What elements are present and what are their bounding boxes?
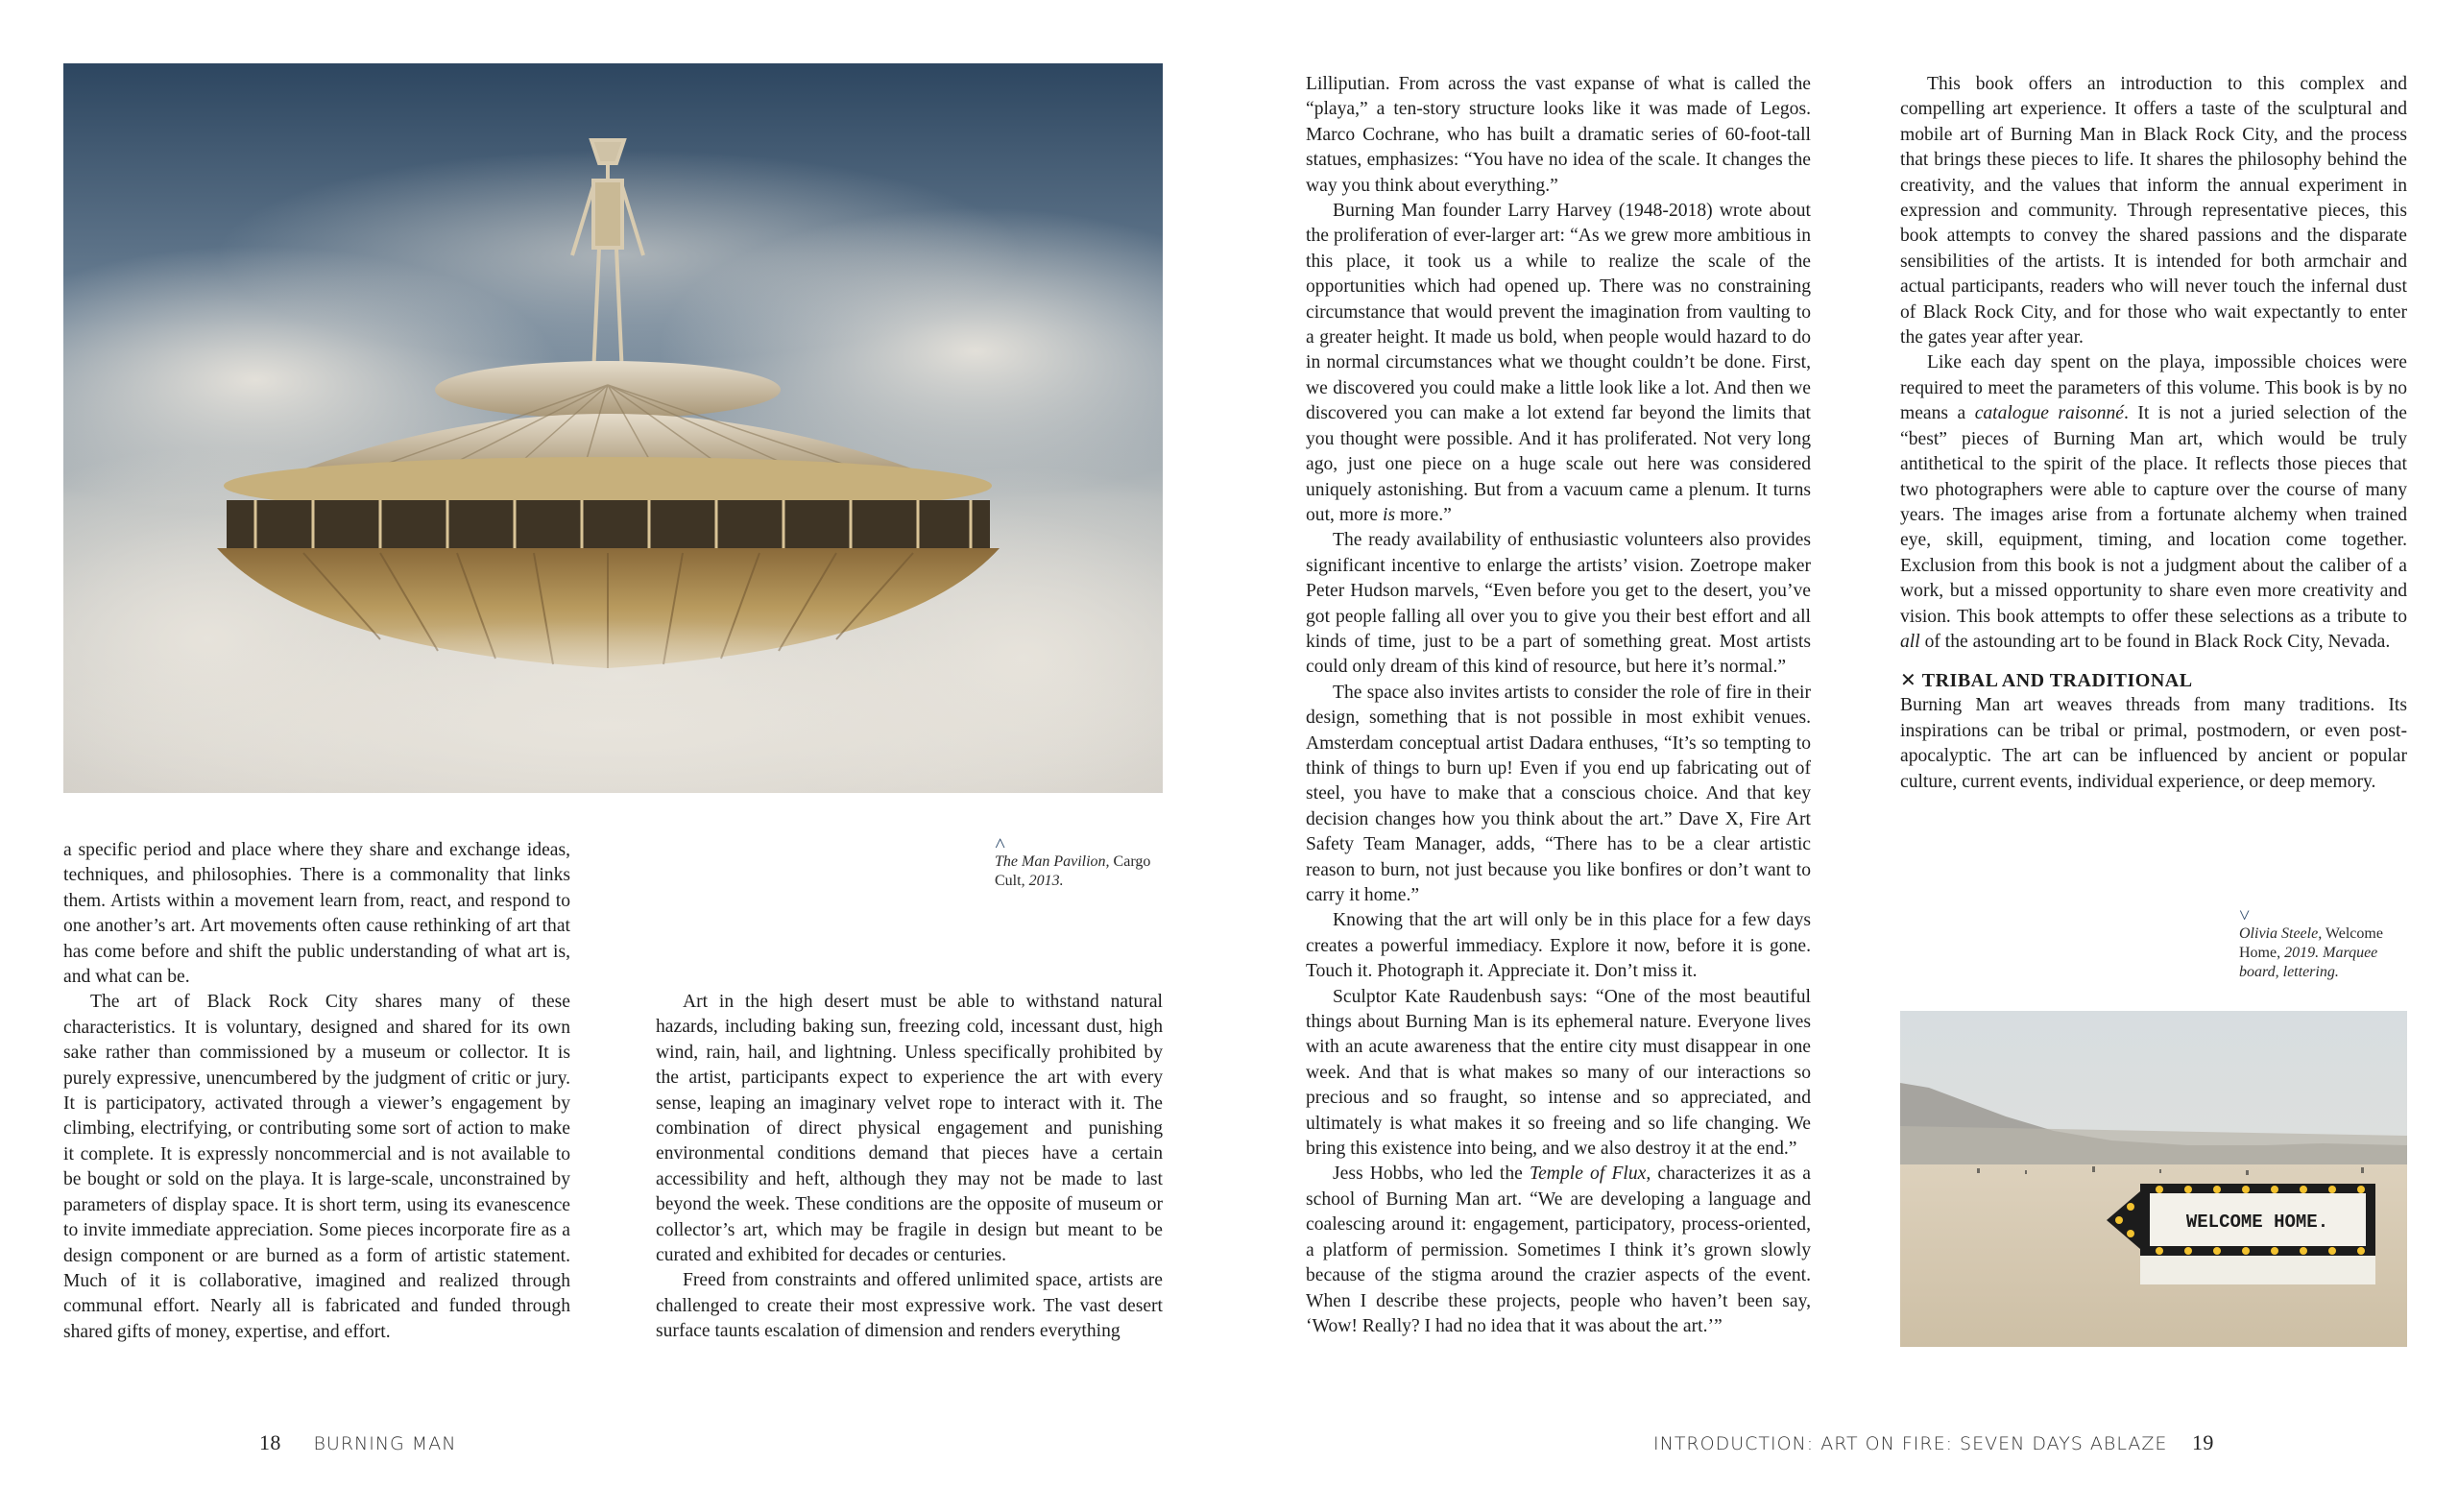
emphasis: catalogue raisonné <box>1974 403 2124 424</box>
caption-medium: Marquee board, lettering. <box>2239 945 2378 980</box>
paragraph: Freed from constraints and offered unlimited space, artists are challenged to create their most expressive work. The vast desert surface taunts escalation of dimension and renders everything <box>656 1270 1163 1342</box>
paragraph: The space also invites artists to consider the role of fire in their design, something that is not possible in most exhibit venues. Amsterdam conceptual artist Dadara enthuses, “It’s so tempting to think of things to burn up! Even if you end up fabricating out of steel, you have to make that a conscious choice. And that key decision changes how you think about the art.” Dave X, Fire Art Safety Team Manager, adds, “There has to be a clear artistic reason to burn, not just because you like bonfires or don’t want to carry it home.” <box>1306 682 1811 905</box>
page-number: 18 <box>259 1430 281 1454</box>
paragraph: This book offers an introduction to this complex and compelling art experience. It offers a taste of the sculptural and mobile art of Burning Man in Black Rock City, and the process that brings these pieces to life. It shares the philosophy behind the creativity, and the values that inform the annual experiment in expression and community. Through representative pieces, this book attempts to convey the shared passions and the disparate sensibilities of the artists. It is intended for both armchair and actual participants, readers who will never touch the infernal dust of Black Rock City, and for those who wait expectantly to enter the gates year after year. <box>1900 74 2407 348</box>
paragraph <box>1306 199 1811 528</box>
paragraph: Lilliputian. From across the vast expanse of what is called the “playa,” a ten-story structure looks like it was made of Legos. Marco Cochrane, who has built a dramatic series of 60-foot-tall statues, emphasizes: “You have no idea of the scale. It changes the way you think about everything.” <box>1306 74 1811 196</box>
paragraph <box>1900 350 2407 655</box>
caption-chevron-up-icon: ˄ <box>995 833 1006 854</box>
photo-caption <box>995 835 1168 891</box>
caption-artist: Olivia Steele, <box>2239 925 2323 942</box>
paragraph: The art of Black Rock City shares many of these characteristics. It is voluntary, designed and shared for its own sake rather than commissioned by a museum or collector. It is purely expressive, unencumbered by the judgment of critic or jury. It is participatory, activated through a viewer’s engagement by climbing, electrifying, or contributing some sort of action to make it complete. It is expressly noncommercial and is not available to be bought or sold on the playa. It is large-scale, unconstrained by parameters of display space. It is short term, using its evanescence to invite immediate appreciation. Some pieces incorporate fire as a design component or are burned as a form of artistic statement. Much of it is collaborative, imagined and realized through communal effort. Nearly all is fabricated and funded through shared gifts of money, expertise, and effort. <box>63 992 570 1342</box>
page-number: 19 <box>2192 1430 2214 1454</box>
caption-work-title: The Man Pavilion, <box>995 853 1110 870</box>
man-pavilion-photo <box>63 63 1163 793</box>
caption-chevron-down-icon: ˅ <box>2239 905 2251 926</box>
paragraph: Sculptor Kate Raudenbush says: “One of the most beautiful things about Burning Man is its ephemeral nature. Everyone lives with an acute awareness that the entire city must disappear in one week. And that is what makes so many of our interactions so precious and so fraught, so intense and so appreciated, and ultimately is what makes it so freeing and so life changing. We bring this existence into being, and we also destroy it at the end.” <box>1306 986 1811 1160</box>
paragraph-text: Like each day spent on the playa, impossible choices were required to meet the parameters of this volume. This book is by no means a <box>1900 352 2407 424</box>
caption-year: 2019. <box>2284 945 2320 961</box>
running-title: BURNING MAN <box>313 1433 457 1454</box>
marquee-sign <box>2107 1184 2375 1284</box>
welcome-home-photo <box>1900 1011 2407 1347</box>
man-pavilion-illustration <box>63 63 1163 793</box>
right-column-1 <box>1306 72 1811 1339</box>
left-footer <box>259 1430 456 1455</box>
paragraph-text: Jess Hobbs, who led the <box>1333 1164 1530 1185</box>
paragraph: Knowing that the art will only be in this place for a few days creates a powerful immediacy. Explore it now, before it is gone. Touch it. Photograph it. Appreciate it. Don’t miss it. <box>1306 910 1811 982</box>
paragraph: The ready availability of enthusiastic volunteers also provides significant incentive to enlarge the artists’ vision. Zoetrope maker Peter Hudson marvels, “Even before you get to the desert, you’ve got people falling all over you to give you their best effort and all kinds of time, just to be a part of something great. Most artists could only dream of this kind of resource, but here it’s normal.” <box>1306 530 1811 678</box>
right-page <box>1229 0 2458 1512</box>
paragraph: Art in the high desert must be able to withstand natural hazards, including baking sun, freezing cold, incessant dust, high wind, rain, hail, and lightning. Unless specifically prohibited by the artist, participants expect to experience the art with every sense, leaping an imaginary velvet rope to interact with it. The combination of direct physical engagement and punishing environmental conditions demand that pieces have a certain accessibility and heft, although they may not be made to last beyond the week. These conditions are the opposite of museum or collector’s art, which may be fragile in design but meant to be curated and exhibited for decades or centuries. <box>656 992 1163 1266</box>
welcome-home-illustration <box>1900 1011 2407 1347</box>
section-heading <box>1900 668 2407 693</box>
welcome-home-caption <box>2239 907 2412 982</box>
emphasis: Temple of Flux, <box>1530 1164 1651 1185</box>
left-column-2 <box>656 990 1163 1345</box>
paragraph-text: . It is not a juried selection of the “best” pieces of Burning Man art, which would be truly antithetical to the spirit of the place. It reflects those pieces that two photographers were able to capture over the course of many years. The images arise from a fortunate alchemy when trained eye, skill, equipment, timing, and location come together. Exclusion from this book is not a judgment about the caliber of a work, but a missed opportunity to share even more creativity and vision. This book attempts to offer these selections as a tribute to <box>1900 403 2407 627</box>
sign-text: WELCOME HOME. <box>2185 1212 2329 1233</box>
caption-year: 2013. <box>1028 873 1064 889</box>
emphasis: is <box>1383 504 1396 525</box>
section-heading-text: TRIBAL AND TRADITIONAL <box>1921 670 2193 692</box>
left-column-1 <box>63 838 570 1345</box>
paragraph <box>1306 1162 1811 1339</box>
caption-work-title: Welcome Home, <box>2239 925 2383 961</box>
paragraph-text: more.” <box>1395 504 1452 525</box>
running-title: INTRODUCTION: ART ON FIRE: SEVEN DAYS ABLAZE <box>1653 1433 2168 1454</box>
crossed-sticks-icon: ✕ <box>1900 670 1922 692</box>
caption-artist: Cargo Cult, <box>995 853 1151 889</box>
right-column-2 <box>1900 72 2407 795</box>
paragraph-text: characterizes it as a school of Burning Man art. “We are developing a language and coalescing around it: engagement, participatory, process-oriented, a platform of permission. Sometimes I think it’s grown slowly because of the stigma around the crazier aspects of the event. When I describe these projects, people who haven’t been say, ‘Wow! Really? I had no idea that it was about the art.’” <box>1306 1164 1811 1336</box>
paragraph: a specific period and place where they share and exchange ideas, techniques, and philosophies. There is a commonality that links them. Artists within a movement learn from, react, and respond to one another’s art. Art movements often cause rethinking of art that has come before and shift the public understanding of what art is, and what can be. <box>63 840 570 988</box>
paragraph-text: of the astounding art to be found in Black Rock City, Nevada. <box>1919 631 2391 652</box>
emphasis: all <box>1900 631 1920 652</box>
paragraph-text: Burning Man founder Larry Harvey (1948-2018) wrote about the proliferation of ever-larger art: “As we grew more ambitious in this place, it took us a while to realize the scale of the opportunities which had opened up. There was no constraining circumstance that would prevent the imagination from vaulting to a greater height. It made us bold, when people would hazard to do in normal circumstances what we thought couldn’t be done. First, we discovered you could make a little look like a lot. And then we discovered you can make a lot extend far beyond the limits that you thought were possible. And it has proliferated. Not very long ago, just one piece on a huge scale out here was considered uniquely astonishing. But from a vacuum came a plenum. It turns out, more <box>1306 201 1811 525</box>
right-footer <box>1653 1430 2214 1455</box>
paragraph: Burning Man art weaves threads from many traditions. Its inspirations can be tribal or primal, postmodern, or even post-apocalyptic. The art can be influenced by ancient or popular culture, current events, individual experience, or deep memory. <box>1900 695 2407 792</box>
